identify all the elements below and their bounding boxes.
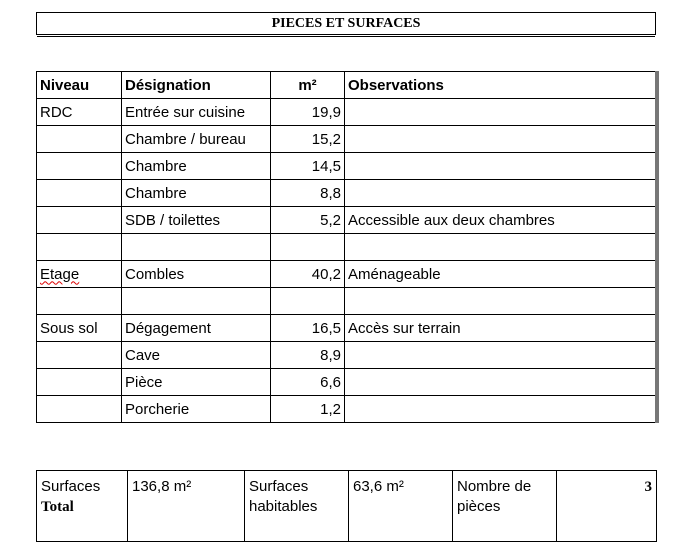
cell-niveau (37, 153, 122, 180)
surfaces-label: Surfaces (41, 478, 101, 495)
table-row (37, 180, 657, 207)
cell-designation: Entrée sur cuisine (122, 99, 271, 126)
nombre-label-line1: Nombre de (457, 478, 532, 495)
cell-niveau: Sous sol (37, 315, 122, 342)
cell-designation: Cave (122, 342, 271, 369)
cell-observations: Aménageable (345, 261, 657, 288)
total-label: Total (41, 499, 74, 515)
cell-designation: Chambre (122, 180, 271, 207)
cell-niveau (37, 207, 122, 234)
cell-observations (345, 126, 657, 153)
cell-observations (345, 288, 657, 315)
cell-observations (345, 234, 657, 261)
cell-m2: 16,5 (271, 315, 345, 342)
cell-designation: Dégagement (122, 315, 271, 342)
cell-niveau (37, 369, 122, 396)
header-niveau: Niveau (37, 72, 122, 99)
table-row (37, 369, 657, 396)
cell-m2: 8,9 (271, 342, 345, 369)
cell-m2 (271, 288, 345, 315)
cell-designation: Porcherie (122, 396, 271, 423)
cell-designation: Pièce (122, 369, 271, 396)
cell-m2 (271, 234, 345, 261)
cell-m2: 8,8 (271, 180, 345, 207)
cell-observations: Accessible aux deux chambres (345, 207, 657, 234)
table-row (37, 153, 657, 180)
cell-m2: 40,2 (271, 261, 345, 288)
table-row (37, 234, 657, 261)
nombre-pieces-value: 3 (557, 471, 657, 542)
cell-niveau (37, 288, 122, 315)
cell-observations: Accès sur terrain (345, 315, 657, 342)
table-row (37, 288, 657, 315)
table-header-row (37, 72, 657, 99)
cell-observations (345, 342, 657, 369)
cell-niveau (37, 180, 122, 207)
cell-designation: Chambre (122, 153, 271, 180)
cell-observations (345, 396, 657, 423)
table-row (37, 396, 657, 423)
pieces-table (36, 71, 659, 423)
cell-observations (345, 180, 657, 207)
total-value: 136,8 m² (128, 471, 245, 542)
habitables-label-line1: Surfaces (249, 478, 309, 495)
cell-niveau (37, 126, 122, 153)
cell-designation (122, 234, 271, 261)
surfaces-total-label (37, 471, 128, 542)
habitables-value: 63,6 m² (349, 471, 453, 542)
header-observations: Observations (345, 72, 657, 99)
table-row (37, 207, 657, 234)
nombre-label-line2: pièces (457, 498, 501, 515)
cell-designation (122, 288, 271, 315)
header-designation: Désignation (122, 72, 271, 99)
cell-designation: Combles (122, 261, 271, 288)
table-row (37, 99, 657, 126)
header-m2: m² (271, 72, 345, 99)
cell-m2: 5,2 (271, 207, 345, 234)
table-row (37, 261, 657, 288)
cell-m2: 14,5 (271, 153, 345, 180)
page-title: PIECES ET SURFACES (36, 12, 656, 35)
cell-niveau (37, 342, 122, 369)
nombre-pieces-label (453, 471, 557, 542)
habitables-label (245, 471, 349, 542)
cell-designation: Chambre / bureau (122, 126, 271, 153)
summary-row (37, 471, 657, 542)
cell-niveau: RDC (37, 99, 122, 126)
habitables-label-line2: habitables (249, 498, 318, 515)
cell-m2: 6,6 (271, 369, 345, 396)
cell-niveau (37, 396, 122, 423)
cell-designation: SDB / toilettes (122, 207, 271, 234)
table-row (37, 126, 657, 153)
cell-m2: 15,2 (271, 126, 345, 153)
cell-observations (345, 369, 657, 396)
cell-niveau (37, 261, 122, 288)
cell-niveau (37, 234, 122, 261)
summary-table (36, 470, 657, 542)
table-row (37, 342, 657, 369)
cell-m2: 1,2 (271, 396, 345, 423)
cell-observations (345, 153, 657, 180)
spellcheck-word: Etage (40, 265, 80, 283)
cell-m2: 19,9 (271, 99, 345, 126)
table-row (37, 315, 657, 342)
cell-observations (345, 99, 657, 126)
